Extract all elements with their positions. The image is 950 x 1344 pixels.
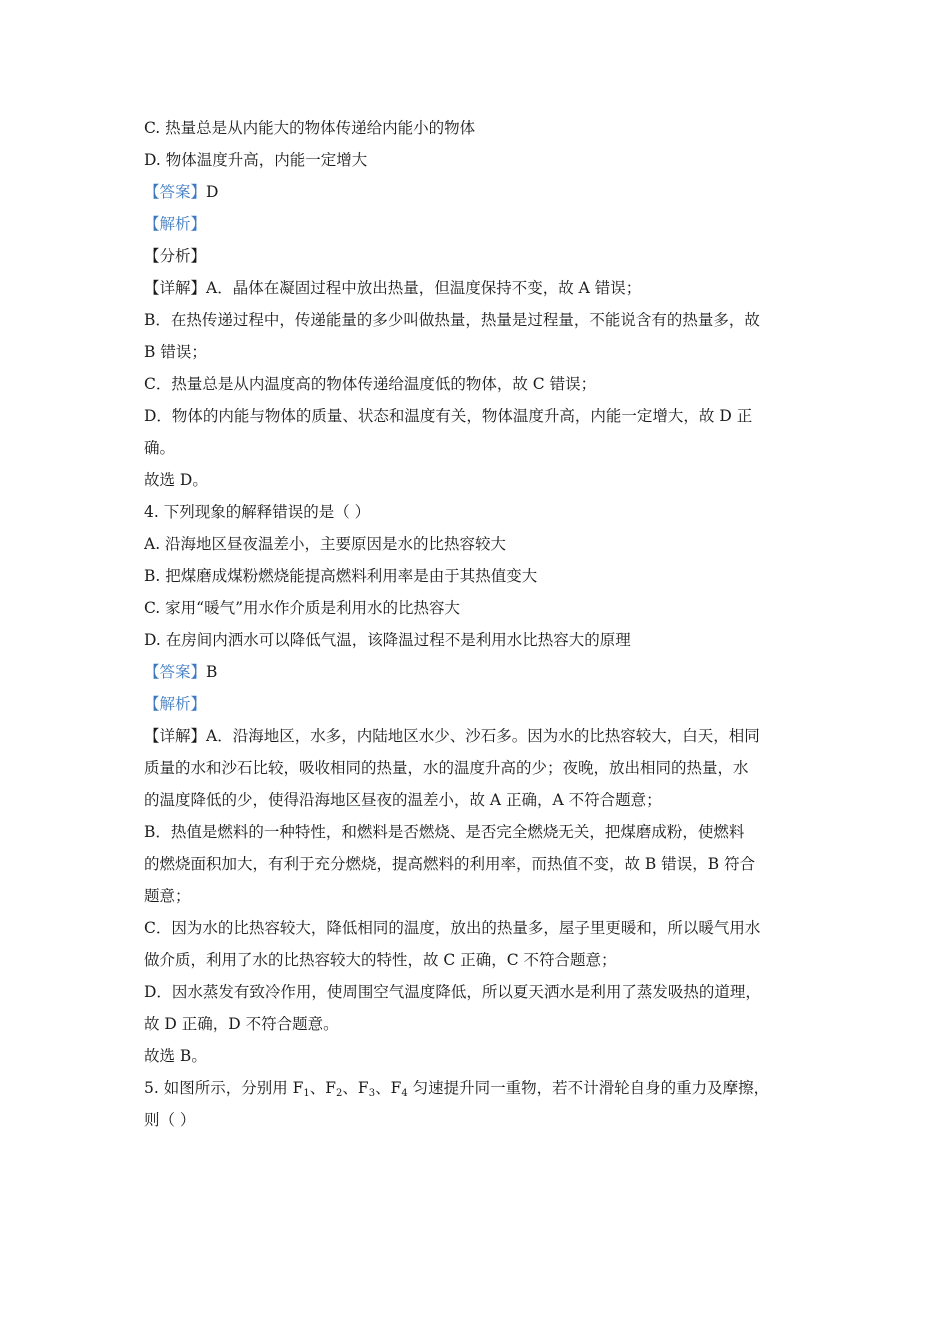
text-line (144, 240, 814, 272)
section-tag: 【答案】 (144, 663, 207, 681)
line-text: B 错误； (144, 343, 207, 361)
text-line (144, 688, 814, 720)
question-5-line-2: 则（ ） (144, 1111, 196, 1129)
text-line (144, 304, 814, 336)
line-text: 确。 (144, 439, 176, 457)
line-text: C．热量总是从内温度高的物体传递给温度低的物体，故 C 错误； (144, 375, 597, 393)
text-line (144, 144, 814, 176)
line-text: B．在热传递过程中，传递能量的多少叫做热量，热量是过程量，不能说含有的热量多，故 (144, 311, 760, 329)
text-line (144, 720, 814, 752)
line-text: D. 在房间内洒水可以降低气温，该降温过程不是利用水比热容大的原理 (144, 631, 631, 649)
line-text: D．物体的内能与物体的质量、状态和温度有关，物体温度升高，内能一定增大，故 D 正 (144, 407, 753, 425)
text-line (144, 496, 814, 528)
line-text: 做介质，利用了水的比热容较大的特性，故 C 正确，C 不符合题意； (144, 951, 617, 969)
text-line (144, 592, 814, 624)
text-line (144, 528, 814, 560)
line-text: C. 热量总是从内能大的物体传递给内能小的物体 (144, 119, 476, 137)
text-line (144, 976, 814, 1008)
text-line (144, 848, 814, 880)
line-text: 故选 B。 (144, 1047, 207, 1065)
line-text: 质量的水和沙石比较，吸收相同的热量，水的温度升高的少；夜晚，放出相同的热量，水 (144, 759, 749, 777)
text-line (144, 624, 814, 656)
text-line (144, 752, 814, 784)
section-tag: 【分析】 (144, 247, 207, 265)
text-line (144, 816, 814, 848)
line-text: 4. 下列现象的解释错误的是（ ） (144, 503, 371, 521)
text-line (144, 368, 814, 400)
line-text: 题意； (144, 887, 191, 905)
text-line (144, 400, 814, 432)
section-tag: 【解析】 (144, 215, 207, 233)
line-text: 故 D 正确，D 不符合题意。 (144, 1015, 339, 1033)
line-text: D．因水蒸发有致冷作用，使周围空气温度降低，所以夏天洒水是利用了蒸发吸热的道理， (144, 983, 761, 1001)
section-tag: 【详解】 (144, 279, 207, 297)
text-line (144, 432, 814, 464)
line-text: D (206, 183, 219, 201)
text-line (144, 784, 814, 816)
text-line (144, 912, 814, 944)
document-page (144, 112, 814, 1136)
section-tag: 【详解】 (144, 727, 207, 745)
section-tag: 【答案】 (144, 183, 207, 201)
text-line (144, 880, 814, 912)
line-text: 的燃烧面积加大，有利于充分燃烧，提高燃料的利用率，而热值不变，故 B 错误，B 符合 (144, 855, 756, 873)
line-text: B. 把煤磨成煤粉燃烧能提高燃料利用率是由于其热值变大 (144, 567, 538, 585)
text-line (144, 112, 814, 144)
text-line (144, 1040, 814, 1072)
line-text: B (206, 663, 218, 681)
text-line (144, 944, 814, 976)
line-text: D. 物体温度升高，内能一定增大 (144, 151, 368, 169)
line-text: C．因为水的比热容较大，降低相同的温度，放出的热量多，屋子里更暖和，所以暖气用水 (144, 919, 761, 937)
section-tag: 【解析】 (144, 695, 207, 713)
text-line (144, 560, 814, 592)
question-5-line-1: 5. 如图所示，分别用 $F_1$、$F_2$、$F_3$、$F_4$ 匀速提升同一重物，若不计滑轮自身的重力及摩擦， (144, 1079, 770, 1099)
line-text: B．热值是燃料的一种特性，和燃料是否燃烧、是否完全燃烧无关，把煤磨成粉，使燃料 (144, 823, 745, 841)
text-line (144, 336, 814, 368)
line-text: A. 沿海地区昼夜温差小，主要原因是水的比热容较大 (144, 535, 507, 553)
document-lines (144, 112, 814, 1072)
line-text: A．沿海地区，水多，内陆地区水少、沙石多。因为水的比热容较大，白天，相同 (206, 727, 760, 745)
text-line (144, 1008, 814, 1040)
text-line (144, 208, 814, 240)
line-text: 故选 D。 (144, 471, 208, 489)
text-line (144, 656, 814, 688)
line-text: C. 家用“暖气”用水作介质是利用水的比热容大 (144, 599, 461, 617)
text-line (144, 176, 814, 208)
text-line (144, 272, 814, 304)
line-text: 的温度降低的少，使得沿海地区昼夜的温差小，故 A 正确，A 不符合题意； (144, 791, 662, 809)
line-text: A．晶体在凝固过程中放出热量，但温度保持不变，故 A 错误； (206, 279, 642, 297)
text-line (144, 464, 814, 496)
